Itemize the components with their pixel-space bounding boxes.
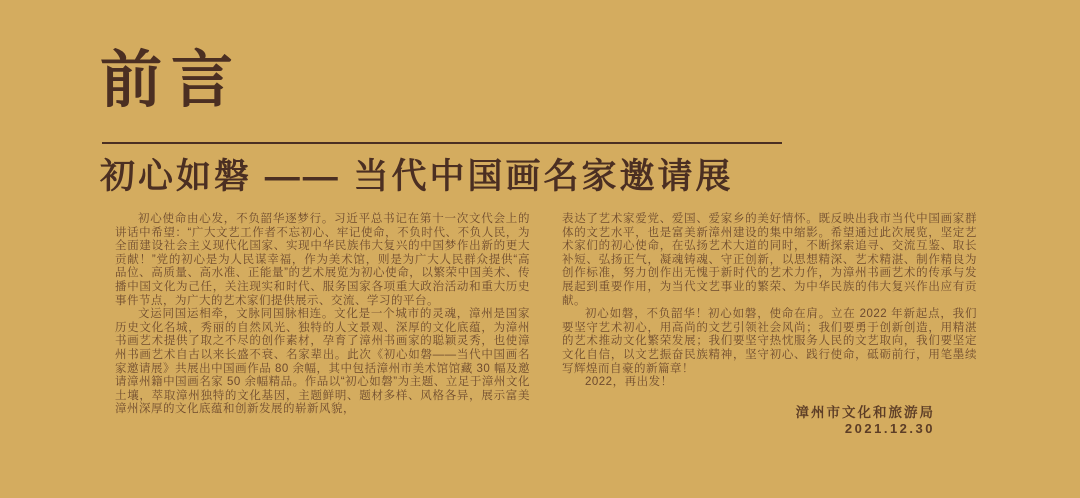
text-column-left [115, 213, 530, 436]
exhibition-subtitle: 初心如磐 —— 当代中国画名家邀请展 [100, 157, 734, 196]
text-column-right [562, 213, 977, 436]
paragraph-4: 2022，再出发！ [585, 376, 673, 389]
signature-block [562, 406, 977, 436]
title-divider-line [102, 142, 782, 144]
paragraph-2-continued: 表达了艺术家爱党、爱国、爱家乡的美好情怀。既反映出我市当代中国画家群体的文艺水平，也是富美新漳州建设的集中缩影。希望通过此次展览，坚定艺术家们的初心使命，在弘扬艺术大道的同时，不断探索追寻、交流互鉴、取长补短、弘扬正气，凝魂铸魂、守正创新，以思想精深、艺术精湛、制作精良为创作标准，努力创作出无愧于新时代的艺术力作，为漳州书画艺术的传承与发展起到重要作用，为当代文艺事业的繁荣、为中华民族的伟大复兴作出应有贡献。 [562, 213, 977, 307]
preface-body [115, 213, 977, 436]
paragraph-3: 初心如磐，不负韶华！初心如磐，使命在肩。立在 2022 年新起点，我们要坚守艺术初心，用高尚的文艺引领社会风尚；我们要勇于创新创造，用精湛的艺术推动文化繁荣发展；我们要坚守热忱服务人民的文艺取向，我们要坚定文化自信，以文艺振奋民族精神，坚守初心、践行使命，砥砺前行，用笔墨续写辉煌而自豪的新篇章！ [562, 308, 977, 375]
signature-date: 2021.12.30 [844, 421, 935, 437]
page-title: 前言 [100, 46, 243, 115]
paragraph-1: 初心使命由心发，不负韶华逐梦行。习近平总书记在第十一次文代会上的讲话中希望：“广大文艺工作者不忘初心、牢记使命，不负时代、不负人民，为全面建设社会主义现代化国家、实现中华民族伟大复兴的中国梦作出新的更大贡献！”党的初心是为人民谋幸福，作为美术馆，则是为广大人民群众提供“高品位、高质量、高水准、正能量”的艺术展览为初心使命，以繁荣中国美术、传播中国文化为己任，关注现实和时代、服务国家各项重大政治活动和重大历史事件节点，为广大的艺术家们提供展示、交流、学习的平台。 [115, 213, 530, 307]
signature-org: 漳州市文化和旅游局 [795, 404, 935, 420]
paragraph-2: 文运同国运相牵，文脉同国脉相连。文化是一个城市的灵魂，漳州是国家历史文化名城，秀丽的自然风光、独特的人文景观、深厚的文化底蕴，为漳州书画艺术提供了取之不尽的创作素材，孕育了漳州书画家的聪颖灵秀，也使漳州书画艺术自古以来长盛不衰、名家辈出。此次《初心如磐——当代中国画名家邀请展》共展出中国画作品 80 余幅，其中包括漳州市美术馆馆藏 30 幅及邀请漳州籍中国画名家 50 余幅精品。作品以“初心如磐”为主题、立足于漳州文化土壤，萃取漳州独特的文化基因，主题鲜明、题材多样、风格各异，展示富美漳州深厚的文化底蕴和创新发展的崭新风貌， [115, 308, 530, 416]
